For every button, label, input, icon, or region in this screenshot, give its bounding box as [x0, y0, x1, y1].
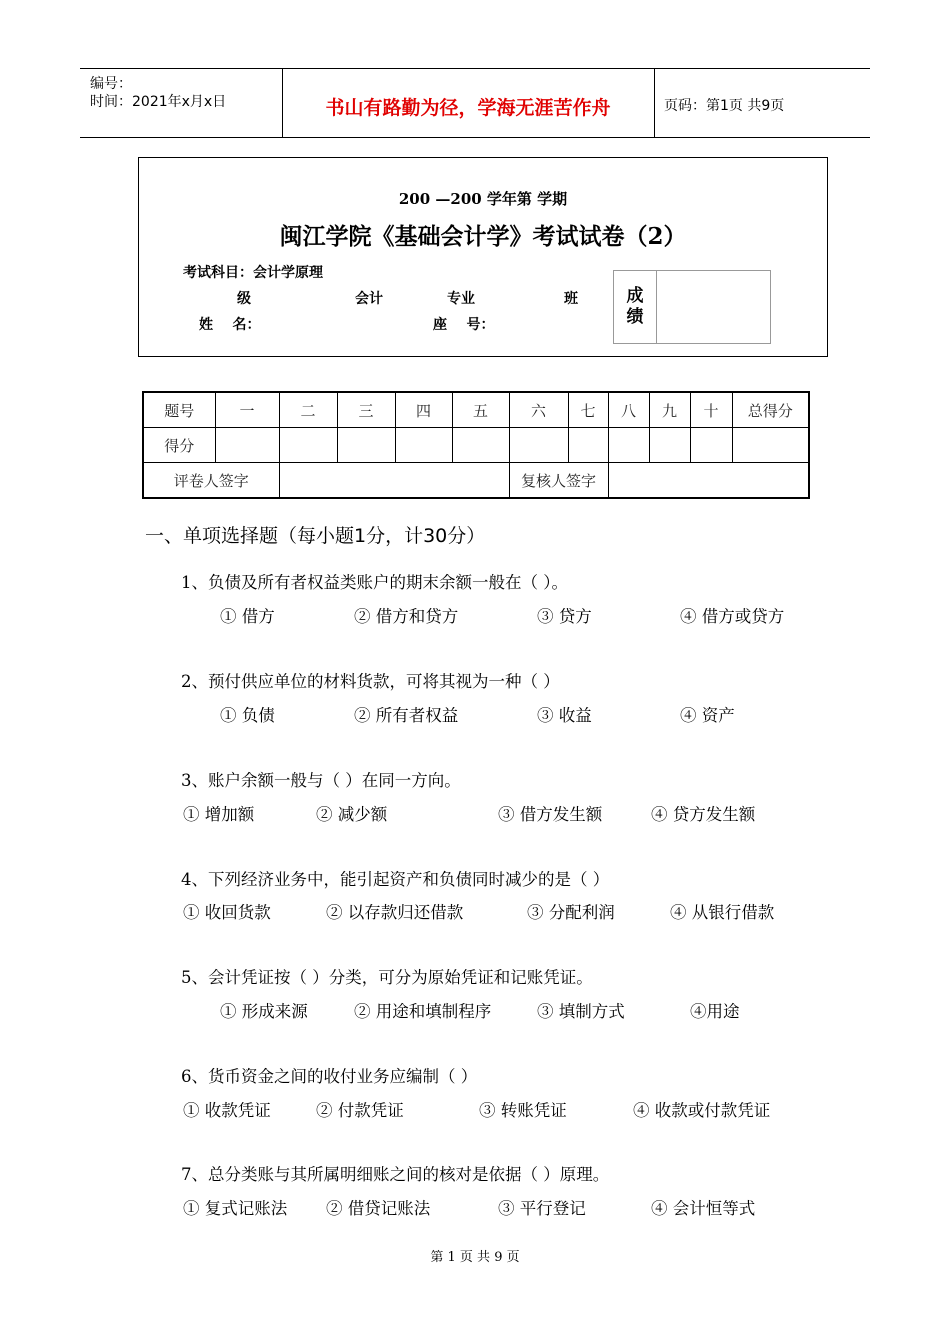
question-stem: 7、总分类账与其所属明细账之间的核对是依据（ ）原理。: [181, 1165, 610, 1184]
score-cell[interactable]: [568, 428, 608, 463]
seat-label: 座 号：: [433, 317, 495, 333]
grader-signature-label: 评卷人签字: [143, 463, 279, 499]
name-label: 姓 名：: [199, 317, 261, 333]
question-option: ③ 平行登记: [498, 1199, 586, 1218]
exam-subject: 考试科目：会计学原理: [183, 265, 323, 281]
section-title: 一、单项选择题（每小题1分，计30分）: [145, 525, 486, 547]
header-motto: 书山有路勤为径，学海无涯苦作舟: [325, 97, 611, 119]
score-cell[interactable]: [279, 428, 337, 463]
question-stem: 2、预付供应单位的材料货款，可将其视为一种（ ）: [181, 672, 560, 691]
question-option: ④ 资产: [680, 706, 735, 725]
question-option: ① 增加额: [183, 805, 255, 824]
grade-table: [142, 391, 810, 499]
question-option: ① 形成来源: [220, 1002, 308, 1021]
question-option: ① 借方: [220, 607, 275, 626]
question-stem: 1、负债及所有者权益类账户的期末余额一般在（ ）。: [181, 573, 568, 592]
academic-year: 200 —200 学年第 学期: [398, 190, 568, 208]
page-header: [80, 68, 870, 138]
score-cell[interactable]: [395, 428, 452, 463]
grader-signature-cell[interactable]: [279, 463, 509, 499]
header-divider: [654, 69, 655, 137]
question-option: ④用途: [690, 1002, 740, 1021]
question-option: ④ 会计恒等式: [651, 1199, 756, 1218]
question-option: ④ 收款或付款凭证: [633, 1101, 771, 1120]
column-header: 六: [509, 392, 568, 428]
question-option: ① 收回货款: [183, 903, 271, 922]
column-header: 十: [690, 392, 732, 428]
question-option: ② 减少额: [316, 805, 388, 824]
question-option: ③ 借方发生额: [498, 805, 603, 824]
question-stem: 6、货币资金之间的收付业务应编制（ ）: [181, 1067, 478, 1086]
question-option: ③ 收益: [537, 706, 592, 725]
question-number-header: 题号: [143, 392, 215, 428]
question-option: ② 付款凭证: [316, 1101, 404, 1120]
question-stem: 5、会计凭证按（ ）分类，可分为原始凭证和记账凭证。: [181, 968, 593, 987]
score-box: [613, 270, 771, 344]
column-header: 一: [215, 392, 279, 428]
column-header: 七: [568, 392, 608, 428]
document-time: 时间：2021年x月x日: [90, 94, 227, 110]
reviewer-signature-label: 复核人签字: [509, 463, 608, 499]
question-option: ④ 借方或贷方: [680, 607, 785, 626]
column-header: 八: [608, 392, 649, 428]
score-label-char: 成: [626, 285, 644, 306]
question-option: ① 负债: [220, 706, 275, 725]
score-box-label: [614, 271, 657, 343]
score-cell[interactable]: [215, 428, 279, 463]
score-cell[interactable]: [337, 428, 395, 463]
score-cell[interactable]: [509, 428, 568, 463]
question-option: ② 借方和贷方: [354, 607, 459, 626]
question-option: ③ 填制方式: [537, 1002, 625, 1021]
question-option: ③ 分配利润: [527, 903, 615, 922]
question-option: ③ 贷方: [537, 607, 592, 626]
score-cell[interactable]: [649, 428, 690, 463]
document-number: 编号：: [90, 76, 132, 92]
question-option: ② 所有者权益: [354, 706, 459, 725]
question-option: ② 借贷记账法: [326, 1199, 431, 1218]
score-label-char: 绩: [626, 307, 644, 327]
question-option: ④ 从银行借款: [670, 903, 775, 922]
grade-label: 级: [237, 291, 251, 307]
column-header: 九: [649, 392, 690, 428]
column-header: 四: [395, 392, 452, 428]
grade-table-row: [143, 463, 809, 499]
total-score-header: 总得分: [732, 392, 809, 428]
score-row-header: 得分: [143, 428, 215, 463]
grade-table-row: [143, 428, 809, 463]
question-stem: 4、下列经济业务中，能引起资产和负债同时减少的是（ ）: [181, 870, 610, 889]
exam-title: 闽江学院《基础会计学》考试试卷（2）: [279, 223, 687, 250]
question-option: ② 用途和填制程序: [354, 1002, 492, 1021]
exam-info-box: [138, 157, 828, 357]
column-header: 五: [452, 392, 509, 428]
page-footer: 第 1 页 共 9 页: [430, 1250, 520, 1265]
total-score-cell[interactable]: [732, 428, 809, 463]
column-header: 三: [337, 392, 395, 428]
class-label: 班: [564, 291, 578, 307]
score-cell[interactable]: [452, 428, 509, 463]
grade-table-row: [143, 392, 809, 428]
score-cell[interactable]: [690, 428, 732, 463]
column-header: 二: [279, 392, 337, 428]
reviewer-signature-cell[interactable]: [608, 463, 809, 499]
major-label: 专业: [447, 291, 475, 307]
header-page-code: 页码：第1页 共9页: [664, 98, 785, 114]
score-cell[interactable]: [608, 428, 649, 463]
question-option: ① 复式记账法: [183, 1199, 288, 1218]
question-option: ③ 转账凭证: [479, 1101, 567, 1120]
question-stem: 3、账户余额一般与（ ）在同一方向。: [181, 771, 461, 790]
accounting-label: 会计: [355, 291, 383, 307]
question-option: ④ 贷方发生额: [651, 805, 756, 824]
question-option: ② 以存款归还借款: [326, 903, 464, 922]
question-option: ① 收款凭证: [183, 1101, 271, 1120]
